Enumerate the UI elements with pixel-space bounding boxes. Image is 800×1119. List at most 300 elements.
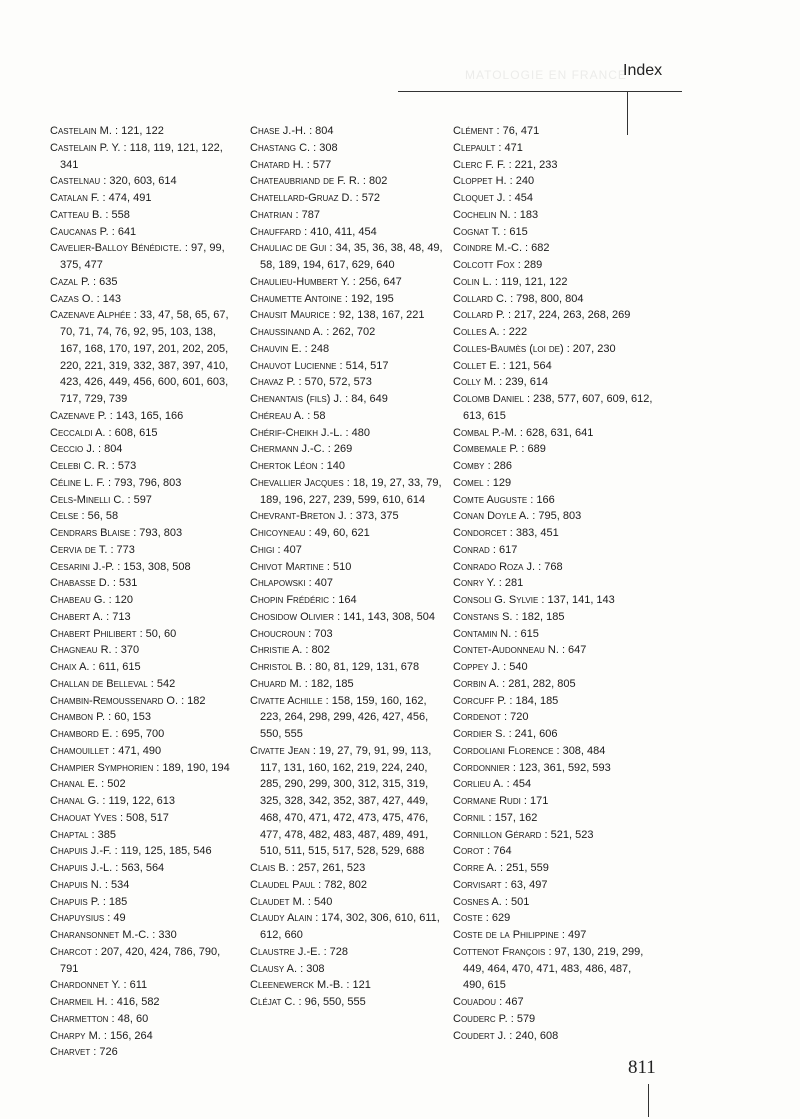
entry-name: Catalan F. xyxy=(50,192,100,204)
index-entry xyxy=(250,592,445,609)
index-entry xyxy=(50,760,235,777)
entry-pages: : 141, 143, 308, 504 xyxy=(334,610,435,623)
entry-name: Constans S. xyxy=(453,610,513,623)
index-entry xyxy=(50,776,235,793)
entry-name: Claudel Paul xyxy=(250,878,316,891)
entry-name: Christie A. xyxy=(250,644,303,657)
index-entry xyxy=(50,525,235,542)
entry-name: Cazal P. xyxy=(50,275,90,288)
entry-name: Cazenave Alphée xyxy=(50,309,131,322)
index-entry xyxy=(250,575,445,592)
entry-name: Choucroun xyxy=(250,627,306,640)
entry-pages: : 248 xyxy=(301,342,330,355)
entry-pages: : 471 xyxy=(495,141,523,154)
entry-name: Claudet M. xyxy=(250,895,305,908)
entry-pages: : 385 xyxy=(88,828,117,841)
index-entry xyxy=(50,475,235,492)
entry-pages: : 217, 224, 263, 268, 269 xyxy=(505,309,631,322)
index-entry xyxy=(250,743,445,860)
entry-pages: : 558 xyxy=(102,208,130,221)
index-entry xyxy=(50,810,235,827)
entry-name: Chapuysius xyxy=(50,912,105,925)
index-entry xyxy=(50,425,235,442)
entry-name: Colin L. xyxy=(453,275,492,288)
entry-name: Cormane Rudi xyxy=(453,795,521,807)
entry-name: Chertok Léon xyxy=(250,460,318,472)
index-entry xyxy=(50,123,235,140)
index-entry xyxy=(50,994,235,1011)
entry-name: Chosidow Olivier xyxy=(250,610,335,623)
entry-name: Claudy Alain xyxy=(250,912,313,925)
entry-pages: : 207, 230 xyxy=(563,342,616,355)
entry-pages: : 49, 60, 621 xyxy=(305,527,370,539)
index-entry xyxy=(250,190,445,207)
index-entry xyxy=(250,961,445,978)
entry-name: Chevallier Jacques xyxy=(250,476,344,489)
entry-name: Coindre M.-C. xyxy=(453,242,522,255)
index-entry xyxy=(453,173,653,190)
entry-name: Conrad xyxy=(453,543,490,556)
index-entry xyxy=(250,341,445,358)
index-entry xyxy=(453,910,653,927)
entry-pages: : 764 xyxy=(484,845,512,858)
entry-name: Chabasse D. xyxy=(50,577,110,590)
entry-pages: : 407 xyxy=(274,543,302,556)
entry-pages: : 720 xyxy=(500,711,529,724)
index-entry xyxy=(453,743,653,760)
index-entry xyxy=(453,944,653,994)
entry-name: Civatte Achille xyxy=(250,694,323,707)
entry-name: Cels-Minelli C. xyxy=(50,493,125,506)
entry-name: Chanal E. xyxy=(50,778,99,791)
entry-pages: : 773 xyxy=(107,543,135,556)
index-entry xyxy=(453,760,653,777)
entry-pages: : 182, 185 xyxy=(301,677,354,690)
entry-pages: : 119, 125, 185, 546 xyxy=(111,845,212,858)
index-entry xyxy=(50,190,235,207)
entry-pages: : 56, 58 xyxy=(78,510,119,523)
entry-pages: : 166 xyxy=(527,493,555,506)
entry-pages: : 597 xyxy=(124,493,152,506)
entry-pages: : 269 xyxy=(324,443,353,456)
entry-pages: : 182, 185 xyxy=(512,610,565,623)
index-entry xyxy=(50,609,235,626)
index-entry xyxy=(50,542,235,559)
entry-pages: : 308 xyxy=(310,141,338,154)
index-entry xyxy=(250,542,445,559)
entry-name: Colcott Fox xyxy=(453,259,515,271)
entry-pages: : 703 xyxy=(305,627,333,640)
entry-pages: : 207, 420, 424, 786, 790, 791 xyxy=(60,945,221,975)
index-entry xyxy=(250,224,445,241)
index-entry xyxy=(250,860,445,877)
entry-name: Cleenewerck M.-B. xyxy=(250,979,344,992)
entry-pages: : 189, 190, 194 xyxy=(153,761,230,774)
entry-pages: : 410, 411, 454 xyxy=(301,225,377,238)
entry-pages: : 84, 649 xyxy=(342,393,388,405)
entry-name: Chapuis N. xyxy=(50,878,102,891)
entry-name: Cendrars Blaise xyxy=(50,527,131,539)
index-entry xyxy=(453,559,653,576)
entry-pages: : 184, 185 xyxy=(506,694,559,707)
index-entry xyxy=(250,559,445,576)
entry-pages: : 34, 35, 36, 38, 48, 49, 58, 189, 194, 617, 629, 640 xyxy=(260,242,443,271)
entry-name: Cordoliani Florence xyxy=(453,744,554,757)
index-entry xyxy=(250,910,445,944)
entry-name: Conrado Roza J. xyxy=(453,560,536,573)
entry-name: Cosnes A. xyxy=(453,895,502,908)
entry-pages: : 221, 233 xyxy=(505,158,558,171)
index-entry xyxy=(250,140,445,157)
entry-name: Colomb Daniel xyxy=(453,393,524,405)
index-entry xyxy=(50,843,235,860)
entry-pages: : 563, 564 xyxy=(112,862,165,874)
index-entry xyxy=(453,860,653,877)
entry-name: Chenantais (fils) J. xyxy=(250,393,343,405)
entry-name: Clausy A. xyxy=(250,962,298,975)
entry-name: Cavelier-Balloy Bénédicte. xyxy=(50,242,182,255)
entry-pages: : 143 xyxy=(93,292,122,305)
entry-name: Comel xyxy=(453,476,484,489)
entry-pages: : 617 xyxy=(489,543,518,556)
index-entry xyxy=(453,140,653,157)
entry-pages: : 647 xyxy=(558,644,587,657)
entry-pages: : 96, 550, 555 xyxy=(295,996,366,1008)
entry-name: Corbin A. xyxy=(453,677,500,690)
index-entry xyxy=(250,977,445,994)
entry-name: Chagneau R. xyxy=(50,644,112,657)
entry-name: Chastang C. xyxy=(250,141,311,154)
entry-pages: : 256, 647 xyxy=(349,275,402,288)
index-entry xyxy=(250,207,445,224)
entry-pages: : 60, 153 xyxy=(105,711,151,724)
index-entry xyxy=(50,575,235,592)
entry-name: Chabert A. xyxy=(50,610,104,623)
entry-name: Chérif-Cheikh J.-L. xyxy=(250,426,343,439)
entry-name: Coste xyxy=(453,912,483,925)
entry-name: Cordonnier xyxy=(453,761,510,774)
index-entry xyxy=(453,793,653,810)
entry-name: Chabert Philibert xyxy=(50,627,137,640)
entry-pages: : 281 xyxy=(495,577,524,590)
entry-pages: : 577 xyxy=(303,158,332,171)
entry-pages: : 121, 564 xyxy=(499,359,552,372)
entry-name: Chavaz P. xyxy=(250,376,296,389)
entry-pages: : 18, 19, 27, 33, 79, 189, 196, 227, 239, 599, 610, 614 xyxy=(260,476,442,506)
entry-pages: : 240, 608 xyxy=(506,1029,559,1042)
entry-pages: : 793, 796, 803 xyxy=(104,476,182,489)
entry-pages: : 97, 130, 219, 299, 449, 464, 470, 471, 483, 486, 487, 490, 615 xyxy=(463,945,644,992)
index-entry xyxy=(250,609,445,626)
index-entry xyxy=(50,676,235,693)
entry-pages: : 471, 490 xyxy=(109,744,162,757)
entry-pages: : 467 xyxy=(496,996,524,1008)
entry-name: Chambin-Remoussenard O. xyxy=(50,694,179,707)
entry-name: Ceccio J. xyxy=(50,443,95,456)
entry-name: Coppey J. xyxy=(453,661,501,673)
index-entry xyxy=(250,693,445,743)
entry-pages: : 795, 803 xyxy=(529,510,582,523)
entry-name: Collet E. xyxy=(453,359,500,372)
index-entry xyxy=(453,425,653,442)
entry-pages: : 608, 615 xyxy=(105,426,158,439)
entry-pages: : 164 xyxy=(329,594,357,606)
index-entry xyxy=(453,458,653,475)
entry-pages: : 573 xyxy=(108,460,137,472)
entry-name: Celse xyxy=(50,510,79,523)
index-entry xyxy=(453,207,653,224)
entry-name: Chatrian xyxy=(250,208,293,221)
entry-name: Ceccaldi A. xyxy=(50,426,106,439)
index-entry xyxy=(250,173,445,190)
index-entry xyxy=(50,693,235,710)
entry-pages: : 383, 451 xyxy=(506,527,559,539)
index-entry xyxy=(50,1028,235,1045)
entry-name: Combemale P. xyxy=(453,443,519,456)
entry-pages: : 182 xyxy=(178,694,206,707)
entry-name: Castelain P. Y. xyxy=(50,141,121,154)
entry-pages: : 454 xyxy=(505,192,533,204)
entry-name: Charpy M. xyxy=(50,1029,101,1042)
entry-pages: : 480 xyxy=(342,426,370,439)
entry-name: Cornil xyxy=(453,811,486,824)
index-entry xyxy=(50,508,235,525)
entry-name: Cloppet H. xyxy=(453,175,507,188)
entry-name: Comby xyxy=(453,460,485,472)
entry-name: Couderc P. xyxy=(453,1012,508,1025)
index-entry xyxy=(453,274,653,291)
entry-name: Colles-Baumès (loi de) xyxy=(453,342,564,355)
entry-pages: : 156, 264 xyxy=(100,1029,153,1042)
page-number: 811 xyxy=(628,1057,656,1078)
index-entry xyxy=(50,642,235,659)
index-entry xyxy=(50,860,235,877)
entry-pages: : 695, 700 xyxy=(112,728,165,740)
entry-name: Chauliac de Gui xyxy=(250,242,327,255)
index-entry xyxy=(50,408,235,425)
index-entry xyxy=(250,391,445,408)
entry-name: Chaulieu-Humbert Y. xyxy=(250,275,350,288)
entry-pages: : 240 xyxy=(506,175,535,188)
index-entry xyxy=(453,894,653,911)
entry-pages: : 222 xyxy=(499,326,528,338)
entry-name: Chardonnet Y. xyxy=(50,979,121,992)
entry-pages: : 508, 517 xyxy=(116,811,169,824)
entry-pages: : 534 xyxy=(101,878,130,891)
entry-pages: : 121, 122 xyxy=(111,125,164,137)
entry-pages: : 514, 517 xyxy=(336,359,389,372)
entry-pages: : 281, 282, 805 xyxy=(499,677,576,690)
entry-name: Conry Y. xyxy=(453,577,496,590)
entry-pages: : 63, 497 xyxy=(501,878,548,891)
index-entry xyxy=(453,709,653,726)
entry-name: Chamouillet xyxy=(50,744,110,757)
index-entry xyxy=(250,508,445,525)
entry-name: Chausit Maurice xyxy=(250,309,330,322)
index-entry xyxy=(453,374,653,391)
footer-rule xyxy=(648,1084,649,1117)
entry-name: Chapuis J.-L. xyxy=(50,862,113,874)
entry-pages: : 19, 27, 79, 91, 99, 113, 117, 131, 160, 162, 219, 224, 240, 285, 290, 299, 300, 312, 315, 319, 325, 328, 342, 352, 387, 427, 449, 468, 470, 471, 472, 473, 475, 476, 477, 478, 482, 483, 487, 489, 491, 510, 511, 515, 517, 528, 529, 688 xyxy=(260,744,432,858)
index-entry xyxy=(250,894,445,911)
index-entry xyxy=(250,642,445,659)
entry-name: Chuard M. xyxy=(250,677,302,690)
index-entry xyxy=(453,291,653,308)
entry-pages: : 628, 631, 641 xyxy=(516,426,594,439)
index-entry xyxy=(250,240,445,274)
entry-pages: : 330 xyxy=(149,929,177,941)
entry-pages: : 570, 572, 573 xyxy=(295,376,372,389)
index-entry xyxy=(453,358,653,375)
index-entry xyxy=(50,140,235,174)
entry-name: Chaouat Yves xyxy=(50,811,117,824)
index-entry xyxy=(50,274,235,291)
entry-pages: : 239, 614 xyxy=(496,376,549,389)
entry-name: Charansonnet M.-C. xyxy=(50,929,150,941)
entry-pages: : 289 xyxy=(514,259,543,271)
entry-pages: : 521, 523 xyxy=(541,828,594,841)
entry-pages: : 474, 491 xyxy=(99,192,152,204)
index-entry xyxy=(453,827,653,844)
index-entry xyxy=(50,894,235,911)
index-entry xyxy=(250,877,445,894)
index-entry xyxy=(453,642,653,659)
index-entry xyxy=(250,458,445,475)
index-entry xyxy=(453,994,653,1011)
entry-pages: : 641 xyxy=(108,225,137,238)
entry-pages: : 542 xyxy=(147,677,176,690)
entry-name: Couadou xyxy=(453,996,497,1008)
index-entry xyxy=(250,659,445,676)
entry-name: Cesarini J.-P. xyxy=(50,560,115,573)
index-entry xyxy=(50,726,235,743)
entry-name: Corot xyxy=(453,845,485,858)
entry-pages: : 50, 60 xyxy=(136,627,177,640)
index-entry xyxy=(50,659,235,676)
index-entry xyxy=(50,173,235,190)
index-entry xyxy=(453,525,653,542)
entry-name: Cordenot xyxy=(453,711,501,724)
entry-pages: : 804 xyxy=(306,125,334,137)
entry-name: Chaumette Antoine xyxy=(250,292,342,305)
entry-pages: : 502 xyxy=(98,778,126,791)
entry-name: Chabeau G. xyxy=(50,594,106,606)
entry-pages: : 540 xyxy=(500,661,528,673)
entry-pages: : 183 xyxy=(510,208,539,221)
entry-pages: : 80, 81, 129, 131, 678 xyxy=(305,661,420,673)
index-entry xyxy=(453,542,653,559)
entry-name: Chéreau A. xyxy=(250,409,305,422)
entry-pages: : 540 xyxy=(304,895,333,908)
index-entry xyxy=(453,776,653,793)
entry-pages: : 802 xyxy=(302,644,330,657)
entry-pages: : 118, 119, 121, 122, 341 xyxy=(60,141,223,171)
entry-pages: : 238, 577, 607, 609, 612, 613, 615 xyxy=(463,393,653,422)
entry-pages: : 370 xyxy=(111,644,140,657)
entry-pages: : 782, 802 xyxy=(315,878,368,891)
entry-name: Corre A. xyxy=(453,862,497,874)
entry-pages: : 629 xyxy=(482,912,511,925)
entry-name: Charvet xyxy=(50,1046,91,1059)
running-title: MATOLOGIE EN FRANCE xyxy=(465,68,627,82)
index-entry xyxy=(453,224,653,241)
entry-pages: : 407 xyxy=(305,577,334,590)
entry-name: Chaix A. xyxy=(50,661,90,673)
entry-name: Chambord E. xyxy=(50,728,113,740)
entry-pages: : 531 xyxy=(109,577,138,590)
entry-name: Cochelin N. xyxy=(453,208,511,221)
entry-pages: : 153, 308, 508 xyxy=(114,560,191,573)
entry-pages: : 158, 159, 160, 162, 223, 264, 298, 299, 426, 427, 456, 550, 555 xyxy=(260,694,429,740)
entry-name: Chaussinand A. xyxy=(250,326,324,338)
entry-name: Collard C. xyxy=(453,292,508,305)
index-entry xyxy=(50,743,235,760)
entry-name: Chanal G. xyxy=(50,795,100,807)
entry-pages: : 121 xyxy=(343,979,371,992)
entry-pages: : 510 xyxy=(323,560,352,573)
index-entry xyxy=(453,843,653,860)
entry-pages: : 120 xyxy=(105,594,134,606)
index-entry xyxy=(453,508,653,525)
entry-pages: : 454 xyxy=(503,778,532,791)
entry-pages: : 611, 615 xyxy=(89,661,141,673)
entry-name: Chapuis J.-F. xyxy=(50,845,112,858)
index-entry xyxy=(453,877,653,894)
index-entry xyxy=(250,324,445,341)
entry-pages: : 92, 138, 167, 221 xyxy=(329,309,425,322)
entry-name: Cazenave P. xyxy=(50,409,107,422)
entry-name: Christol B. xyxy=(250,661,306,673)
entry-name: Chaptal xyxy=(50,828,89,841)
index-entry xyxy=(453,190,653,207)
index-entry xyxy=(250,274,445,291)
entry-name: Clerc F. F. xyxy=(453,158,506,171)
entry-name: Chicoyneau xyxy=(250,527,306,539)
entry-name: Combal P.-M. xyxy=(453,426,517,439)
entry-pages: : 793, 803 xyxy=(130,527,183,539)
entry-pages: : 119, 122, 613 xyxy=(99,795,175,807)
entry-name: Charmetton xyxy=(50,1012,109,1025)
entry-name: Celebi C. R. xyxy=(50,460,109,472)
index-entry xyxy=(250,307,445,324)
entry-name: Chase J.-H. xyxy=(250,125,307,137)
index-entry xyxy=(453,391,653,425)
index-entry xyxy=(250,374,445,391)
entry-name: Chauvin E. xyxy=(250,342,302,355)
entry-name: Consoli G. Sylvie xyxy=(453,594,539,606)
entry-pages: : 713 xyxy=(103,610,131,623)
index-entry xyxy=(453,257,653,274)
entry-pages: : 615 xyxy=(500,225,528,238)
entry-name: Chateaubriand de F. R. xyxy=(250,175,360,188)
index-entry xyxy=(250,441,445,458)
index-entry xyxy=(50,307,235,408)
index-entry xyxy=(453,726,653,743)
entry-name: Cottenot François xyxy=(453,945,546,958)
index-entry xyxy=(453,324,653,341)
entry-pages: : 185 xyxy=(99,895,128,908)
entry-name: Cervia de T. xyxy=(50,543,108,556)
entry-name: Chatellard-Gruaz D. xyxy=(250,192,353,204)
entry-name: Castelain M. xyxy=(50,125,112,137)
index-entry xyxy=(250,944,445,961)
index-entry xyxy=(250,157,445,174)
entry-name: Charcot xyxy=(50,945,92,958)
index-entry xyxy=(50,709,235,726)
entry-name: Chivot Martine xyxy=(250,560,324,573)
entry-pages: : 572 xyxy=(352,192,381,204)
entry-name: Cloquet J. xyxy=(453,192,506,204)
